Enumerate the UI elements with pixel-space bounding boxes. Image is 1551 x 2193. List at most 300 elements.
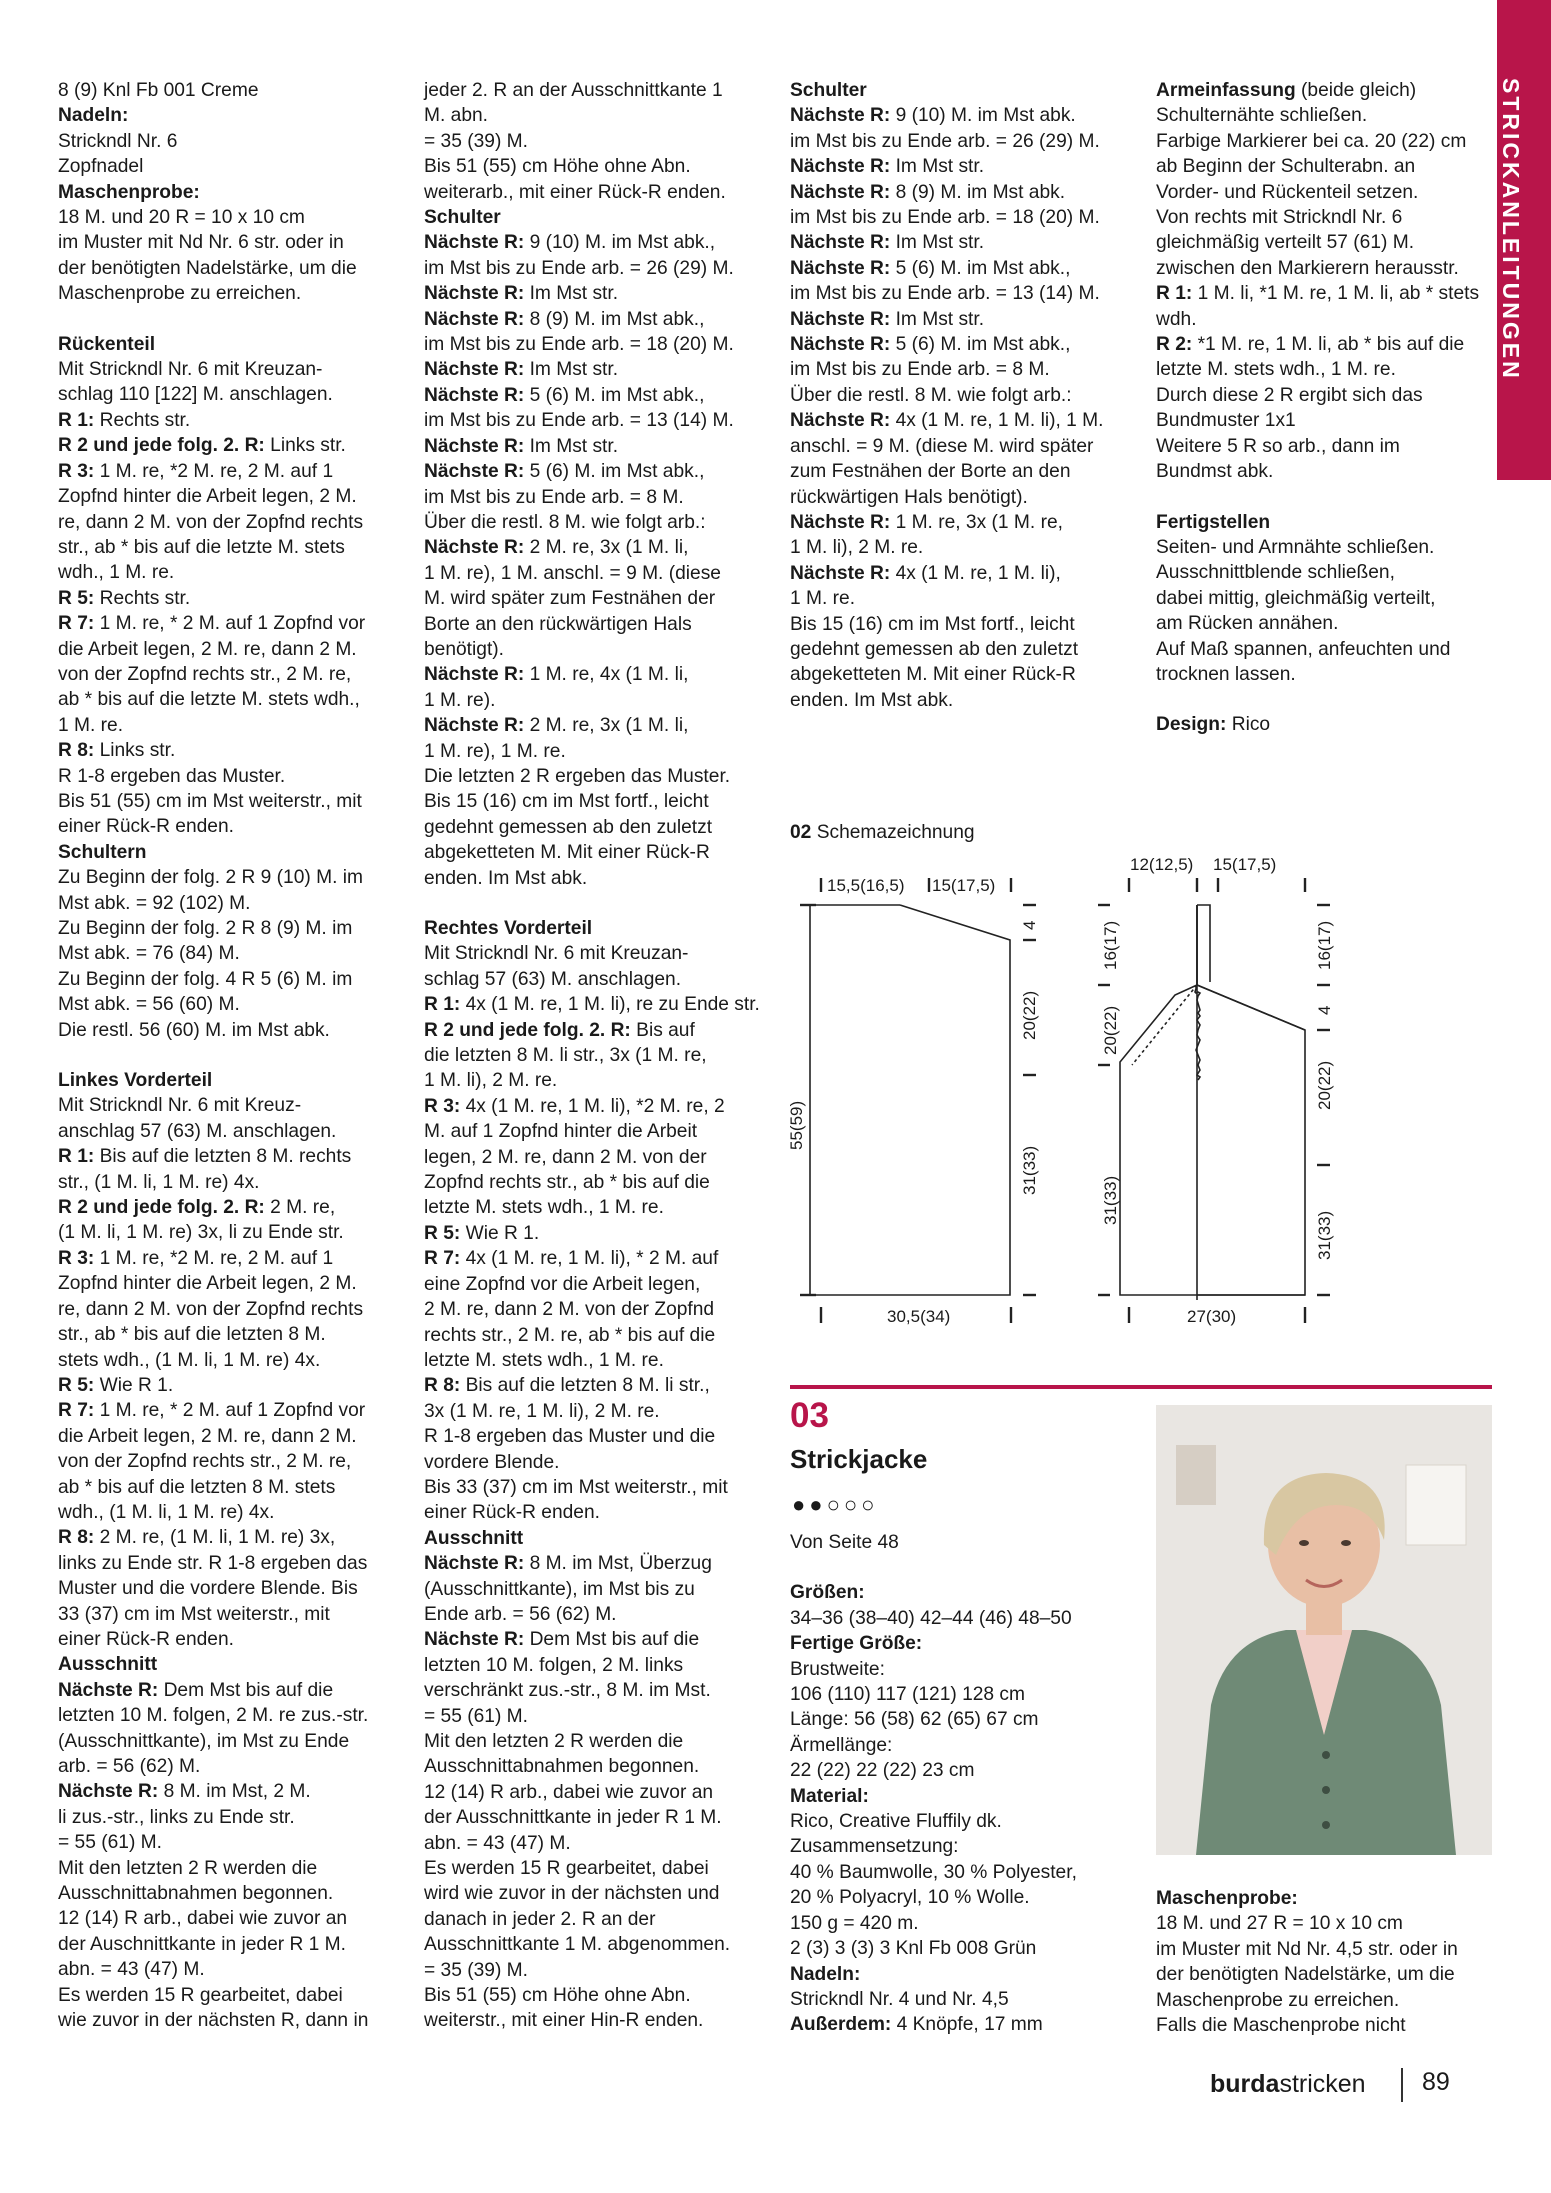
text-line bbox=[58, 510, 403, 535]
text-run: anschlag 57 (63) M. anschlagen. bbox=[58, 1120, 337, 1142]
text-run: Mst abk. = 56 (60) M. bbox=[58, 994, 240, 1016]
text-line bbox=[58, 1729, 403, 1754]
text-line bbox=[424, 688, 774, 713]
back-left-low-measure: 31(33) bbox=[1101, 1175, 1120, 1225]
bold-run: Ausschnitt bbox=[424, 1527, 524, 1549]
text-run: 9 (10) M. im Mst abk. bbox=[890, 105, 1076, 127]
text-run: Mit den letzten 2 R werden die bbox=[424, 1731, 684, 1752]
bold-run: Nächste R: bbox=[790, 334, 891, 356]
text-run: Zopfnd rechts str., ab * bis auf die bbox=[424, 1172, 710, 1194]
text-line bbox=[58, 1754, 403, 1779]
text-line bbox=[1156, 383, 1496, 408]
text-line bbox=[424, 535, 774, 560]
text-run: stets wdh., (1 M. li, 1 M. re) 4x. bbox=[58, 1349, 321, 1371]
text-run: 1 M. re, *2 M. re, 2 M. auf 1 bbox=[94, 1247, 334, 1269]
text-line bbox=[424, 1272, 774, 1297]
text-line bbox=[58, 382, 403, 407]
text-run: Ausschnittblende schließen, bbox=[1156, 562, 1395, 584]
text-run: Bis 51 (55) cm Höhe ohne Abn. bbox=[424, 1985, 691, 2007]
text-line bbox=[424, 1653, 774, 1678]
text-line bbox=[1156, 637, 1496, 662]
text-line bbox=[58, 1348, 403, 1373]
bold-run: R 5: bbox=[424, 1222, 461, 1244]
text-line bbox=[424, 129, 774, 154]
text-line bbox=[58, 1678, 403, 1703]
text-line bbox=[58, 1144, 403, 1169]
text-run: 4x (1 M. re, 1 M. li), bbox=[890, 562, 1061, 584]
text-line bbox=[58, 484, 403, 509]
text-run: Bis 33 (37) cm im Mst weiterstr., mit bbox=[424, 1476, 728, 1498]
text-line bbox=[1156, 611, 1496, 636]
back-right-outline bbox=[1197, 905, 1305, 1295]
text-run: 40 % Baumwolle, 30 % Polyester, bbox=[790, 1861, 1077, 1883]
text-run: M. wird später zum Festnähen der bbox=[424, 588, 716, 610]
text-line bbox=[1156, 459, 1496, 484]
text-run: der benötigten Nadelstärke, um die bbox=[1156, 1964, 1455, 1986]
front-right-top-measure: 4 bbox=[1020, 920, 1039, 930]
text-run: 4x (1 M. re, 1 M. li), 1 M. bbox=[890, 410, 1104, 432]
text-line bbox=[424, 510, 774, 535]
front-top-left-measure: 15,5(16,5) bbox=[827, 876, 905, 895]
text-line bbox=[424, 1145, 774, 1170]
text-line bbox=[424, 1729, 774, 1754]
text-line bbox=[58, 865, 403, 890]
text-run: Brustweite: bbox=[790, 1658, 885, 1680]
bold-run: Nächste R: bbox=[424, 359, 525, 381]
text-line bbox=[424, 1983, 774, 2008]
text-run: Zopfnd hinter die Arbeit legen, 2 M. bbox=[58, 1273, 357, 1295]
bold-run: Maschenprobe: bbox=[58, 181, 200, 203]
bold-run: Nadeln: bbox=[58, 105, 129, 127]
text-line bbox=[424, 1551, 774, 1576]
bold-run: Fertige Größe: bbox=[790, 1633, 923, 1655]
back-left-mid-measure: 20(22) bbox=[1101, 1005, 1120, 1055]
text-run: 5 (6) M. im Mst abk., bbox=[524, 384, 705, 406]
text-run: wdh., 1 M. re. bbox=[58, 562, 175, 584]
text-line bbox=[58, 180, 403, 205]
text-line bbox=[790, 1631, 1140, 1656]
back-armhole-lines bbox=[1197, 905, 1305, 1295]
text-line bbox=[58, 1881, 403, 1906]
text-line bbox=[58, 1424, 403, 1449]
text-run: 1 M. re, *2 M. re, 2 M. auf 1 bbox=[94, 460, 334, 482]
bold-run: Nächste R: bbox=[58, 1679, 159, 1701]
text-run: str., (1 M. li, 1 M. re) 4x. bbox=[58, 1171, 260, 1193]
text-run: 4x (1 M. re, 1 M. li), *2 M. re, 2 bbox=[460, 1095, 725, 1117]
text-run: 150 g = 420 m. bbox=[790, 1912, 919, 1934]
text-line bbox=[1156, 510, 1496, 535]
bold-run: Nächste R: bbox=[790, 257, 891, 279]
text-run: ab * bis auf die letzten 8 M. stets bbox=[58, 1476, 336, 1498]
text-line bbox=[1156, 205, 1496, 230]
text-run: im Mst bis zu Ende arb. = 13 (14) M. bbox=[424, 410, 734, 432]
text-line bbox=[1156, 434, 1496, 459]
text-line bbox=[1156, 103, 1496, 128]
text-run: trocknen lassen. bbox=[1156, 663, 1296, 685]
text-run: Im Mst str. bbox=[524, 283, 619, 305]
back-piece-schematic bbox=[1195, 905, 1305, 1300]
text-line bbox=[58, 1195, 403, 1220]
text-line bbox=[58, 1830, 403, 1855]
text-line bbox=[424, 1958, 774, 1983]
text-line bbox=[790, 1606, 1140, 1631]
text-line bbox=[1156, 281, 1496, 306]
text-line bbox=[790, 129, 1140, 154]
text-line bbox=[1156, 2013, 1496, 2038]
text-line bbox=[790, 1834, 1140, 1859]
text-run: str., ab * bis auf die letzte M. stets bbox=[58, 536, 345, 558]
text-line bbox=[790, 1657, 1140, 1682]
text-line bbox=[58, 764, 403, 789]
text-run: Die letzten 2 R ergeben das Muster. bbox=[424, 765, 731, 787]
project-title: Strickjacke bbox=[790, 1444, 928, 1474]
text-line bbox=[790, 612, 1140, 637]
text-run: einer Rück-R enden. bbox=[58, 1628, 234, 1650]
text-line bbox=[790, 1784, 1140, 1809]
text-run: 2 M. re, bbox=[264, 1197, 336, 1219]
text-run: der benötigten Nadelstärke, um die bbox=[58, 257, 357, 279]
text-run: Zopfnd hinter die Arbeit legen, 2 M. bbox=[58, 486, 357, 508]
text-line bbox=[790, 205, 1140, 230]
text-line bbox=[58, 1906, 403, 1931]
text-line bbox=[1156, 712, 1496, 737]
text-run: 2 M. re, (1 M. li, 1 M. re) 3x, bbox=[94, 1527, 336, 1549]
back-right-mid-measure: 20(22) bbox=[1315, 1060, 1334, 1110]
text-run: R 1-8 ergeben das Muster und die bbox=[424, 1426, 716, 1448]
text-line bbox=[424, 1450, 774, 1475]
text-run: von der Zopfnd rechts str., 2 M. re, bbox=[58, 1451, 352, 1473]
text-line bbox=[424, 1018, 774, 1043]
text-run: Die restl. 56 (60) M. im Mst abk. bbox=[58, 1019, 330, 1041]
text-line bbox=[790, 281, 1140, 306]
text-run: Ausschnittabnahmen begonnen. bbox=[424, 1756, 700, 1778]
bold-run: Design: bbox=[1156, 714, 1227, 736]
text-line bbox=[58, 78, 403, 103]
text-run: schlag 57 (63) M. anschlagen. bbox=[424, 968, 682, 990]
text-run: der Auschnittkante in jeder R 1 M. bbox=[58, 1933, 346, 1955]
text-run: Zopfnadel bbox=[58, 156, 144, 178]
text-line bbox=[790, 78, 1140, 103]
front-measure-ticks bbox=[800, 878, 1036, 1323]
text-line bbox=[1156, 154, 1496, 179]
back-top-right-measure: 15(17,5) bbox=[1213, 855, 1277, 874]
text-line bbox=[424, 916, 774, 941]
page-number: 89 bbox=[1422, 2068, 1450, 2096]
text-run: Rico, Creative Fluffily dk. bbox=[790, 1811, 1002, 1833]
bold-run: R 2 und jede folg. 2. R: bbox=[58, 1197, 265, 1219]
text-line bbox=[790, 1682, 1140, 1707]
text-line bbox=[424, 307, 774, 332]
text-run: letzte M. stets wdh., 1 M. re. bbox=[424, 1349, 664, 1371]
text-run: = 55 (61) M. bbox=[424, 1705, 528, 1727]
bold-run: Nächste R: bbox=[424, 435, 525, 457]
text-line bbox=[424, 1373, 774, 1398]
front-outline bbox=[810, 905, 1010, 1295]
text-run: Borte an den rückwärtigen Hals bbox=[424, 613, 692, 635]
text-run: Ärmellänge: bbox=[790, 1734, 893, 1756]
text-run: 9 (10) M. im Mst abk., bbox=[524, 232, 716, 254]
bold-run: Schulter bbox=[790, 80, 867, 101]
text-run: Bis 51 (55) cm Höhe ohne Abn. bbox=[424, 156, 691, 178]
bold-run: Armeinfassung bbox=[1156, 80, 1296, 101]
text-run: 1 M. li), 2 M. re. bbox=[790, 537, 924, 559]
text-run: Im Mst str. bbox=[524, 359, 619, 381]
footer-brand-rest: stricken bbox=[1279, 2070, 1366, 2098]
text-run: 1 M. re, 3x (1 M. re, bbox=[890, 511, 1063, 533]
text-run: wird wie zuvor in der nächsten und bbox=[424, 1883, 720, 1905]
text-run: Mst abk. = 92 (102) M. bbox=[58, 892, 251, 914]
text-line bbox=[1156, 1962, 1496, 1987]
text-run: Ausschnittabnahmen begonnen. bbox=[58, 1883, 334, 1905]
text-run: abn. = 43 (47) M. bbox=[58, 1959, 205, 1981]
text-run: 8 M. im Mst, 2 M. bbox=[158, 1781, 311, 1803]
text-run: zwischen den Markierern herausstr. bbox=[1156, 257, 1459, 279]
text-run: M. auf 1 Zopfnd hinter die Arbeit bbox=[424, 1121, 698, 1143]
text-run: rückwärtigen Hals benötigt). bbox=[790, 486, 1028, 508]
text-run: Ausschnittkante 1 M. abgenommen. bbox=[424, 1934, 731, 1956]
text-line bbox=[790, 383, 1140, 408]
text-line bbox=[1156, 230, 1496, 255]
text-line bbox=[1156, 408, 1496, 433]
text-line bbox=[424, 612, 774, 637]
schematic-drawing bbox=[780, 840, 1500, 1360]
text-line bbox=[424, 941, 774, 966]
bold-run: Außerdem: bbox=[790, 2014, 892, 2036]
text-line bbox=[424, 1805, 774, 1830]
text-run: re, dann 2 M. von der Zopfnd rechts bbox=[58, 1298, 364, 1320]
text-run: Zu Beginn der folg. 2 R 9 (10) M. im bbox=[58, 867, 363, 889]
text-run: Dem Mst bis auf die bbox=[158, 1679, 334, 1701]
text-line bbox=[424, 815, 774, 840]
text-run: 8 (9) Knl Fb 001 Creme bbox=[58, 80, 259, 101]
text-run: (1 M. li, 1 M. re) 3x, li zu Ende str. bbox=[58, 1222, 344, 1244]
text-line bbox=[58, 1322, 403, 1347]
text-run: 12 (14) R arb., dabei wie zuvor an bbox=[58, 1908, 348, 1930]
text-run: 1 M. re), 1 M. anschl. = 9 M. (diese bbox=[424, 562, 721, 584]
text-line bbox=[424, 1526, 774, 1551]
front-left-height: 55(59) bbox=[787, 1100, 806, 1150]
text-run: Schulternähte schließen. bbox=[1156, 105, 1368, 127]
text-line bbox=[424, 1627, 774, 1652]
text-line bbox=[790, 688, 1140, 713]
text-line bbox=[424, 1221, 774, 1246]
text-run: jeder 2. R an der Ausschnittkante 1 bbox=[424, 80, 723, 101]
text-run: 34–36 (38–40) 42–44 (46) 48–50 bbox=[790, 1607, 1072, 1629]
text-run: Zu Beginn der folg. 2 R 8 (9) M. im bbox=[58, 918, 353, 939]
text-line bbox=[58, 941, 403, 966]
text-line bbox=[58, 1271, 403, 1296]
text-run: Bis 51 (55) cm im Mst weiterstr., mit bbox=[58, 790, 362, 812]
text-line bbox=[58, 1551, 403, 1576]
bold-run: Fertigstellen bbox=[1156, 511, 1271, 533]
section-sidebar-label: STRICKANLEITUNGEN bbox=[1498, 78, 1524, 381]
text-line bbox=[424, 103, 774, 128]
text-run: Vorder- und Rückenteil setzen. bbox=[1156, 181, 1419, 203]
front-top-right-measure: 15(17,5) bbox=[932, 876, 996, 895]
difficulty-rating: ●●○○○ bbox=[792, 1492, 879, 1517]
text-run: gedehnt gemessen ab den zuletzt bbox=[790, 638, 1079, 660]
text-line bbox=[790, 1885, 1140, 1910]
text-run: Von Seite 48 bbox=[790, 1532, 899, 1553]
text-line bbox=[58, 205, 403, 230]
text-line bbox=[58, 1475, 403, 1500]
text-run: 1 M. re, * 2 M. auf 1 Zopfnd vor bbox=[94, 1400, 366, 1422]
text-line bbox=[424, 1399, 774, 1424]
text-run: arb. = 56 (62) M. bbox=[58, 1756, 201, 1777]
text-run: Falls die Maschenprobe nicht bbox=[1156, 2015, 1406, 2037]
text-line bbox=[424, 1297, 774, 1322]
bold-run: R 5: bbox=[58, 587, 95, 609]
text-line bbox=[58, 1398, 403, 1423]
text-line bbox=[58, 103, 403, 128]
section-divider bbox=[790, 1385, 1492, 1389]
text-run: 18 M. und 20 R = 10 x 10 cm bbox=[58, 207, 305, 229]
text-line bbox=[58, 1119, 403, 1144]
text-line bbox=[424, 866, 774, 891]
back-right-4-measure: 4 bbox=[1315, 1005, 1334, 1015]
bold-run: Nächste R: bbox=[424, 308, 525, 330]
text-run: letzten 10 M. folgen, 2 M. links bbox=[424, 1654, 684, 1676]
text-line bbox=[424, 1323, 774, 1348]
text-line bbox=[424, 637, 774, 662]
diagram-number: 02 bbox=[790, 822, 812, 843]
text-line bbox=[58, 459, 403, 484]
text-line bbox=[790, 307, 1140, 332]
text-run: 1 M. re. bbox=[58, 714, 124, 736]
text-run: schlag 110 [122] M. anschlagen. bbox=[58, 384, 333, 406]
text-line bbox=[790, 2012, 1140, 2037]
text-line bbox=[424, 1424, 774, 1449]
text-run: wie zuvor in der nächsten R, dann in bbox=[58, 2010, 369, 2032]
text-line bbox=[424, 1856, 774, 1881]
bold-run: Nächste R: bbox=[790, 232, 891, 254]
text-line bbox=[58, 2008, 403, 2033]
text-line bbox=[1156, 560, 1496, 585]
text-line bbox=[424, 1500, 774, 1525]
text-run: gedehnt gemessen ab den zuletzt bbox=[424, 816, 713, 838]
text-run: 1 M. re). bbox=[424, 689, 496, 711]
bold-run: Nächste R: bbox=[424, 232, 525, 254]
text-line bbox=[58, 992, 403, 1017]
text-line bbox=[790, 1758, 1140, 1783]
bold-run: R 8: bbox=[58, 1527, 95, 1549]
text-run: dabei mittig, gleichmäßig verteilt, bbox=[1156, 587, 1436, 609]
text-run: *1 M. re, 1 M. li, ab * bis auf die bbox=[1192, 334, 1465, 356]
text-run: letzte M. stets wdh., 1 M. re. bbox=[424, 1197, 664, 1219]
gauge-column bbox=[1156, 1886, 1496, 2038]
text-run: Bis auf bbox=[630, 1019, 695, 1041]
text-run: benötigt). bbox=[424, 638, 505, 660]
text-line bbox=[424, 383, 774, 408]
text-line bbox=[1156, 586, 1496, 611]
text-run: im Muster mit Nd Nr. 6 str. oder in bbox=[58, 232, 344, 254]
text-run: vordere Blende. bbox=[424, 1451, 560, 1473]
text-run: 1 M. re, * 2 M. auf 1 Zopfnd vor bbox=[94, 613, 366, 635]
bold-run: Nächste R: bbox=[790, 156, 891, 178]
text-line bbox=[424, 1754, 774, 1779]
text-run: 33 (37) cm im Mst weiterstr., mit bbox=[58, 1603, 330, 1625]
bold-run: Nächste R: bbox=[424, 537, 525, 559]
bold-run: Nächste R: bbox=[790, 308, 891, 330]
text-run: im Mst bis zu Ende arb. = 18 (20) M. bbox=[424, 334, 734, 356]
text-line bbox=[58, 891, 403, 916]
text-line bbox=[1156, 332, 1496, 357]
text-line bbox=[790, 510, 1140, 535]
text-run: li zus.-str., links zu Ende str. bbox=[58, 1806, 295, 1828]
bold-run: Nadeln: bbox=[790, 1963, 861, 1985]
bold-run: R 7: bbox=[424, 1248, 461, 1270]
text-line bbox=[1156, 307, 1496, 332]
text-line bbox=[424, 1475, 774, 1500]
paragraph-gap bbox=[58, 307, 403, 332]
text-line bbox=[790, 1707, 1140, 1732]
text-run: weiterstr., mit einer Hin-R enden. bbox=[424, 2010, 704, 2032]
text-run: Wie R 1. bbox=[94, 1374, 174, 1396]
text-run: Strickndl Nr. 6 bbox=[58, 130, 178, 152]
text-line bbox=[790, 1936, 1140, 1961]
text-line bbox=[58, 433, 403, 458]
text-line bbox=[424, 434, 774, 459]
bold-run: Linkes Vorderteil bbox=[58, 1070, 213, 1092]
text-line bbox=[790, 408, 1140, 433]
text-column-3 bbox=[790, 78, 1140, 713]
bold-run: Nächste R: bbox=[790, 562, 891, 584]
text-run: Seiten- und Armnähte schließen. bbox=[1156, 536, 1435, 558]
back-left-outline bbox=[1120, 905, 1305, 1295]
text-line bbox=[1156, 1988, 1496, 2013]
text-line bbox=[790, 256, 1140, 281]
text-line bbox=[58, 332, 403, 357]
text-run: im Mst bis zu Ende arb. = 13 (14) M. bbox=[790, 283, 1100, 305]
front-bottom-measure: 30,5(34) bbox=[887, 1307, 951, 1326]
text-run: 8 (9) M. im Mst abk. bbox=[890, 181, 1066, 203]
text-run: Bis auf die letzten 8 M. li str., bbox=[460, 1375, 710, 1397]
text-run: Von rechts mit Strickndl Nr. 6 bbox=[1156, 207, 1403, 229]
text-run: Rechts str. bbox=[94, 409, 191, 431]
text-run: 4x (1 M. re, 1 M. li), re zu Ende str. bbox=[460, 994, 760, 1016]
text-run: Es werden 15 R gearbeitet, dabei bbox=[58, 1984, 343, 2006]
text-line bbox=[424, 1195, 774, 1220]
text-run: von der Zopfnd rechts str., 2 M. re, bbox=[58, 663, 352, 685]
paragraph-gap bbox=[1156, 687, 1496, 712]
bold-run: R 1: bbox=[1156, 283, 1193, 305]
text-line bbox=[424, 561, 774, 586]
text-run: 4x (1 M. re, 1 M. li), * 2 M. auf bbox=[460, 1248, 719, 1270]
text-line bbox=[790, 662, 1140, 687]
text-run: Maschenprobe zu erreichen. bbox=[1156, 1989, 1400, 2011]
text-run: Zusammensetzung: bbox=[790, 1836, 959, 1858]
text-run: 1 M. re. bbox=[790, 588, 856, 610]
text-run: Rico bbox=[1226, 714, 1271, 736]
bold-run: R 7: bbox=[58, 1400, 95, 1422]
text-run: im Muster mit Nd Nr. 4,5 str. oder in bbox=[1156, 1938, 1458, 1960]
text-line bbox=[424, 1602, 774, 1627]
bold-run: Nächste R: bbox=[424, 384, 525, 406]
text-run: 22 (22) 22 (22) 23 cm bbox=[790, 1760, 975, 1782]
bold-run: R 7: bbox=[58, 613, 95, 635]
text-line bbox=[424, 992, 774, 1017]
text-run: Mit den letzten 2 R werden die bbox=[58, 1857, 318, 1879]
text-run: Im Mst str. bbox=[890, 308, 985, 330]
text-run: 5 (6) M. im Mst abk., bbox=[890, 334, 1071, 356]
text-run: der Ausschnittkante in jeder R 1 M. bbox=[424, 1807, 722, 1829]
text-run: 1 M. li, *1 M. re, 1 M. li, ab * stets bbox=[1192, 283, 1480, 305]
text-line bbox=[424, 713, 774, 738]
text-run: im Mst bis zu Ende arb. = 26 (29) M. bbox=[790, 130, 1100, 152]
text-run: Mit Strickndl Nr. 6 mit Kreuz- bbox=[58, 1095, 302, 1117]
text-line bbox=[58, 586, 403, 611]
front-piece-schematic bbox=[810, 905, 1010, 1295]
